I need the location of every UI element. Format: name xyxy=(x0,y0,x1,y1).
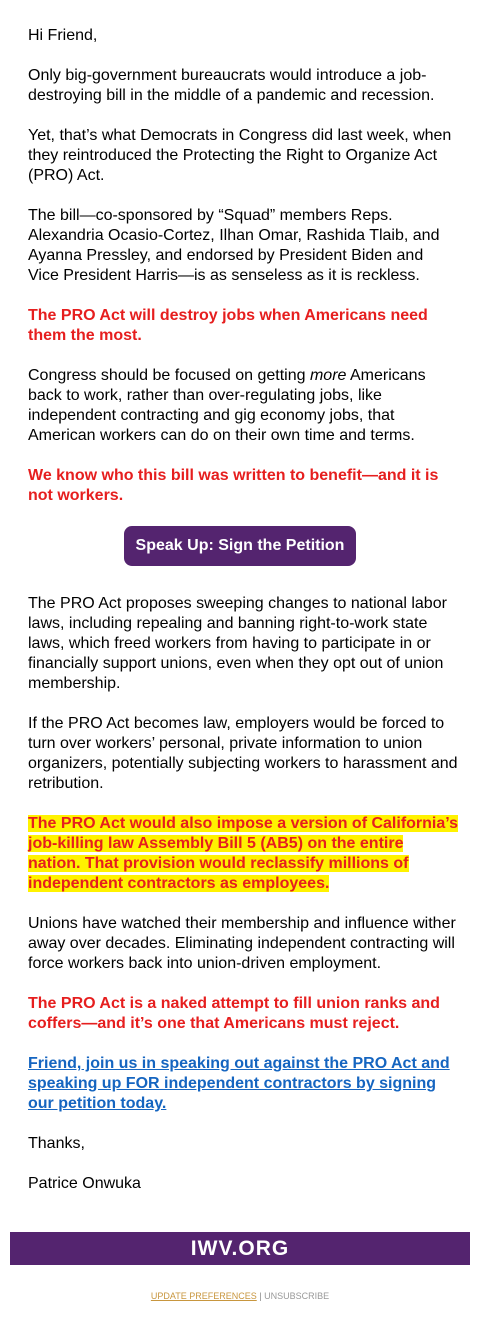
petition-link-paragraph xyxy=(28,1054,458,1114)
highlight-ab5-paragraph xyxy=(28,814,458,894)
alert-not-workers: We know who this bill was written to benefit—and it is not workers. xyxy=(28,467,439,504)
signature: Patrice Onwuka xyxy=(28,1175,141,1192)
paragraph-congress-focus xyxy=(28,366,458,446)
highlighted-ab5-text: The PRO Act would also impose a version of California’s job-killing law Assembly Bill 5 (AB5) on the entire nation. That provision would reclassify millions of independent contractors as employees. xyxy=(28,815,459,892)
paragraph-cosponsors: The bill—co-sponsored by “Squad” members Reps. Alexandria Ocasio-Cortez, Ilhan Omar, Rashida Tlaib, and Ayanna Pressley, and endorsed by President Biden and Vice President Harris—is as senseless as it is reckless. xyxy=(28,207,440,284)
paragraph-reintroduced: Yet, that’s what Democrats in Congress did last week, when they reintroduced the Protecting the Right to Organize Act (PRO) Act. xyxy=(28,127,452,184)
congress-text-start: Congress should be focused on getting xyxy=(28,367,310,384)
signoff: Thanks, xyxy=(28,1135,85,1152)
iwv-banner[interactable]: IWV.ORG xyxy=(10,1232,470,1265)
email-footer xyxy=(0,1290,480,1302)
congress-text-end: Americans back to work, rather than over-regulating jobs, like independent contracting and gig economy jobs, that American workers can do on their own time and terms. xyxy=(28,367,426,444)
alert-naked-attempt: The PRO Act is a naked attempt to fill union ranks and coffers—and it’s one that Americans must reject. xyxy=(28,995,440,1032)
petition-link[interactable]: Friend, join us in speaking out against the PRO Act and speaking up FOR independent contractors by signing our petition today. xyxy=(28,1055,450,1112)
greeting: Hi Friend, xyxy=(28,27,98,44)
emphasis-more: more xyxy=(309,367,347,384)
unsubscribe-link[interactable]: UNSUBSCRIBE xyxy=(264,1291,330,1301)
paragraph-unions-wither: Unions have watched their membership and influence wither away over decades. Eliminating independent contracting will force workers back into union-driven employment. xyxy=(28,915,456,972)
sign-petition-button[interactable]: Speak Up: Sign the Petition xyxy=(124,526,357,566)
paragraph-sweeping-changes: The PRO Act proposes sweeping changes to national labor laws, including repealing and banning right-to-work state laws, which freed workers from having to participate in or financially support unions, even when they opt out of union membership. xyxy=(28,595,447,692)
update-preferences-link[interactable]: UPDATE PREFERENCES xyxy=(150,1291,257,1301)
paragraph-private-information: If the PRO Act becomes law, employers would be forced to turn over workers’ personal, private information to union organizers, potentially subjecting workers to harassment and retribution. xyxy=(28,715,458,792)
paragraph-intro: Only big-government bureaucrats would introduce a job-destroying bill in the middle of a pandemic and recession. xyxy=(28,67,435,104)
footer-separator: | xyxy=(259,1291,262,1301)
cta-container xyxy=(28,526,452,566)
email-body xyxy=(28,26,458,1214)
alert-destroy-jobs: The PRO Act will destroy jobs when Americans need them the most. xyxy=(28,307,428,344)
